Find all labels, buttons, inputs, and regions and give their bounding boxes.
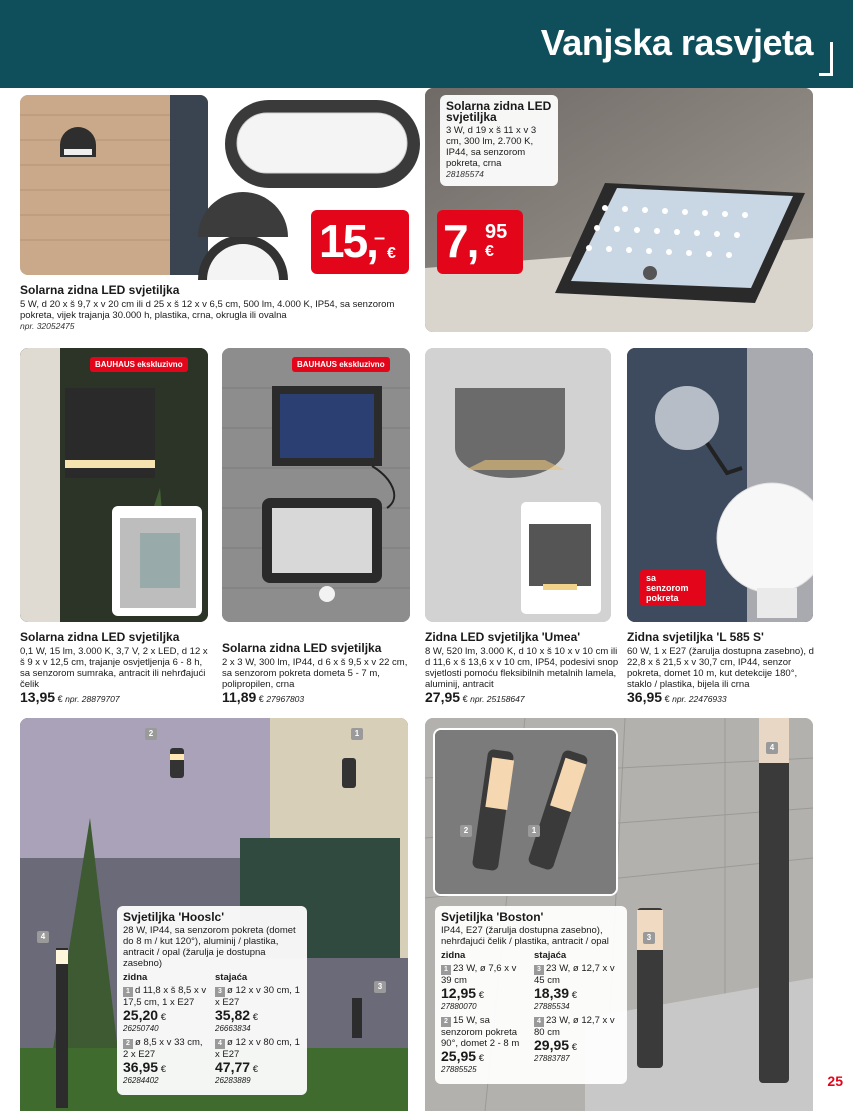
product-desc-p6: 60 W, 1 x E27 (žarulja dostupna zasebno), d 22,8 x š 21,5 x v 30,7 cm, IP44, senzor pokreta, domet 10 m, kut detekcije 180°, staklo / plastika, bijela ili crna [627,646,814,690]
product-photo-round-oval-solar-lights [20,95,208,275]
col-standing-hooslc [215,972,301,1089]
variant-spec: d 11,8 x š 8,5 x v 17,5 cm, 1 x E27 [123,985,207,1008]
variant-item [123,1037,209,1086]
variant-article: 26663834 [215,1024,251,1033]
variant-item [123,985,209,1034]
variant-number: 3 [534,965,544,975]
desc-text: 5 W, d 20 x š 9,7 x v 20 cm ili d 25 x š 12 x v 6,5 cm, 500 lm, 4.000 K, IP54, sa senzorom pokreta, vijek trajanja 30.000 h, plastika, crna, okrugla ili ovalna [20,299,395,321]
sensor-badge-text: sa senzorom pokreta [646,573,689,603]
wall-lamp-scene [20,95,208,275]
variant-spec: 23 W, ø 12,7 x v 80 cm [534,1015,615,1038]
currency: € [664,694,670,704]
currency: € [462,694,468,704]
product-title-hooslc: Svjetiljka 'Hooslc' [123,910,225,924]
price: 11,89 [222,689,257,705]
article-number-p2: 28185574 [446,169,484,179]
image-number-hooslc-4: 4 [37,931,49,943]
variant-price: 18,39 [534,985,570,1001]
price-cents: 95 [485,221,508,243]
col-head: stajaća [215,972,248,983]
variant-currency: € [478,990,484,1001]
product-title-p2: Solarna zidna LED svjetiljka [446,99,552,124]
boston-inset-wall-lights [433,728,618,896]
variant-spec: 23 W, ø 12,7 x v 45 cm [534,963,615,986]
variant-item [215,985,301,1034]
product-photo-p4 [222,348,410,622]
variant-number: 3 [215,987,225,997]
variant-article: 27880070 [441,1002,477,1011]
product-title-boston: Svjetiljka 'Boston' [441,910,544,924]
variant-article: 27885534 [534,1002,570,1011]
variant-price: 29,95 [534,1037,570,1053]
col-wall-boston [441,950,528,1078]
variant-item [441,963,528,1012]
product-desc-p4: 2 x 3 W, 300 lm, IP44, d 6 x š 9,5 x v 22 cm, sa senzorom pokreta dometa 5 - 7 m, polipropilen, crna [222,657,408,690]
variant-article: 27883787 [534,1054,570,1063]
variant-spec: ø 12 x v 30 cm, 1 x E27 [215,985,300,1008]
currency: € [258,694,264,704]
variant-currency: € [478,1053,484,1064]
exclusive-badge-p4: BAUHAUS ekskluzivno [292,357,390,372]
product-title-p4: Solarna zidna LED svjetiljka [222,641,382,655]
sensor-badge-p6 [640,570,706,606]
price-line-p5 [425,689,525,705]
variant-columns-boston [441,950,621,1078]
price-currency: € [485,243,494,260]
variant-currency: € [571,1042,577,1053]
article-number: npr. 22476933 [672,694,727,704]
price-main: 15, [319,215,377,267]
image-number-boston-1: 1 [528,825,540,837]
price-tag-p1 [311,210,409,274]
price-line-p3 [20,689,120,705]
variant-spec: 15 W, sa senzorom pokreta 90°, domet 2 - 8 m [441,1015,520,1049]
col-head: stajaća [534,950,567,961]
article-number: npr. 28879707 [65,694,120,704]
info-box-hooslc [117,906,307,1095]
price: 27,95 [425,689,461,705]
variant-item [215,1037,301,1086]
product-title-p3: Solarna zidna LED svjetiljka [20,630,180,644]
variant-currency: € [252,1064,258,1075]
variant-number: 2 [123,1039,133,1049]
article-number: npr. 25158647 [470,694,525,704]
variant-item [441,1015,528,1075]
page-title: Vanjska rasvjeta [540,22,813,63]
variant-price: 12,95 [441,985,477,1001]
p3-scene [20,348,208,622]
boston-wall-lights-graphic [435,730,618,896]
product-desc-p3: 0,1 W, 15 lm, 3.000 K, 3,7 V, 2 x LED, d 12 x š 9 x v 12,5 cm, trajanje osvjetljenja 6 - 8 h, sa senzorom sumraka, antracit ili nehrđajući čelik [20,646,208,690]
product-photo-round-lamp [193,192,293,282]
price-line-p6 [627,689,727,705]
product-desc-boston: IP44, E27 (žarulja dostupna zasebno), nehrđajući čelik / plastika, antracit / opal [441,925,609,947]
product-title-p1: Solarna zidna LED svjetiljka [20,283,180,297]
price: 13,95 [20,689,56,705]
variant-currency: € [571,990,577,1001]
variant-price: 25,20 [123,1007,159,1023]
variant-price: 36,95 [123,1059,159,1075]
page-header [0,0,853,88]
variant-number: 1 [441,965,451,975]
header-bracket-decoration [819,42,833,76]
product-photo-p3 [20,348,208,622]
info-box-p2 [440,95,558,186]
variant-item [534,1015,621,1064]
info-box-boston [435,906,627,1084]
page-number: 25 [827,1073,843,1089]
p5-scene [425,348,611,622]
image-number-hooslc-1: 1 [351,728,363,740]
col-standing-boston [534,950,621,1078]
price-cents: – [374,227,386,249]
variant-number: 4 [215,1039,225,1049]
variant-price: 35,82 [215,1007,251,1023]
product-desc-p1 [20,299,410,332]
article-number: 27967803 [266,694,305,704]
product-desc-p2: 3 W, d 19 x š 11 x v 3 cm, 300 lm, 2.700 K, IP44, sa senzorom pokreta, crna [446,125,537,169]
price-tag-p2 [437,210,523,274]
col-head: zidna [123,972,148,983]
price-currency: € [387,245,396,262]
image-number-boston-4: 4 [766,742,778,754]
variant-price: 47,77 [215,1059,251,1075]
exclusive-badge-p3: BAUHAUS ekskluzivno [90,357,188,372]
article-number: npr. 32052475 [20,321,75,331]
price-line-p4 [222,689,304,705]
variant-number: 4 [534,1017,544,1027]
variant-currency: € [160,1012,166,1023]
currency: € [57,694,63,704]
price: 36,95 [627,689,663,705]
image-number-hooslc-2: 2 [145,728,157,740]
price-main: 7, [443,215,478,267]
variant-columns-hooslc [123,972,301,1089]
product-photo-p5 [425,348,611,622]
variant-article: 26284402 [123,1076,159,1085]
variant-currency: € [252,1012,258,1023]
variant-spec: ø 8,5 x v 33 cm, 2 x E27 [123,1037,203,1060]
variant-spec: 23 W, ø 7,6 x v 39 cm [441,963,517,986]
variant-number: 2 [441,1017,451,1027]
variant-currency: € [160,1064,166,1075]
variant-item [534,963,621,1012]
variant-number: 1 [123,987,133,997]
product-title-p5: Zidna LED svjetiljka 'Umea' [425,630,581,644]
variant-article: 27885525 [441,1065,477,1074]
round-lamp-graphic [193,192,293,282]
variant-article: 26250740 [123,1024,159,1033]
image-number-boston-3: 3 [643,932,655,944]
variant-price: 25,95 [441,1048,477,1064]
p4-scene [222,348,410,622]
product-desc-p5: 8 W, 520 lm, 3.000 K, d 10 x š 10 x v 10 cm ili d 11,6 x š 13,6 x v 10 cm, IP54, podesivi snop svjetlosti pomoću fleksibilnih metalnih lamela, aluminij, antracit [425,646,619,690]
variant-spec: ø 12 x v 80 cm, 1 x E27 [215,1037,300,1060]
variant-article: 26283889 [215,1076,251,1085]
image-number-hooslc-3: 3 [374,981,386,993]
product-title-p6: Zidna svjetiljka 'L 585 S' [627,630,764,644]
product-desc-hooslc: 28 W, IP44, sa senzorom pokreta (domet do 8 m / kut 120°), aluminij / plastika, antracit / opal (žarulja je dostupna zasebno) [123,925,296,969]
col-head: zidna [441,950,466,961]
col-wall-hooslc [123,972,209,1089]
image-number-boston-2: 2 [460,825,472,837]
